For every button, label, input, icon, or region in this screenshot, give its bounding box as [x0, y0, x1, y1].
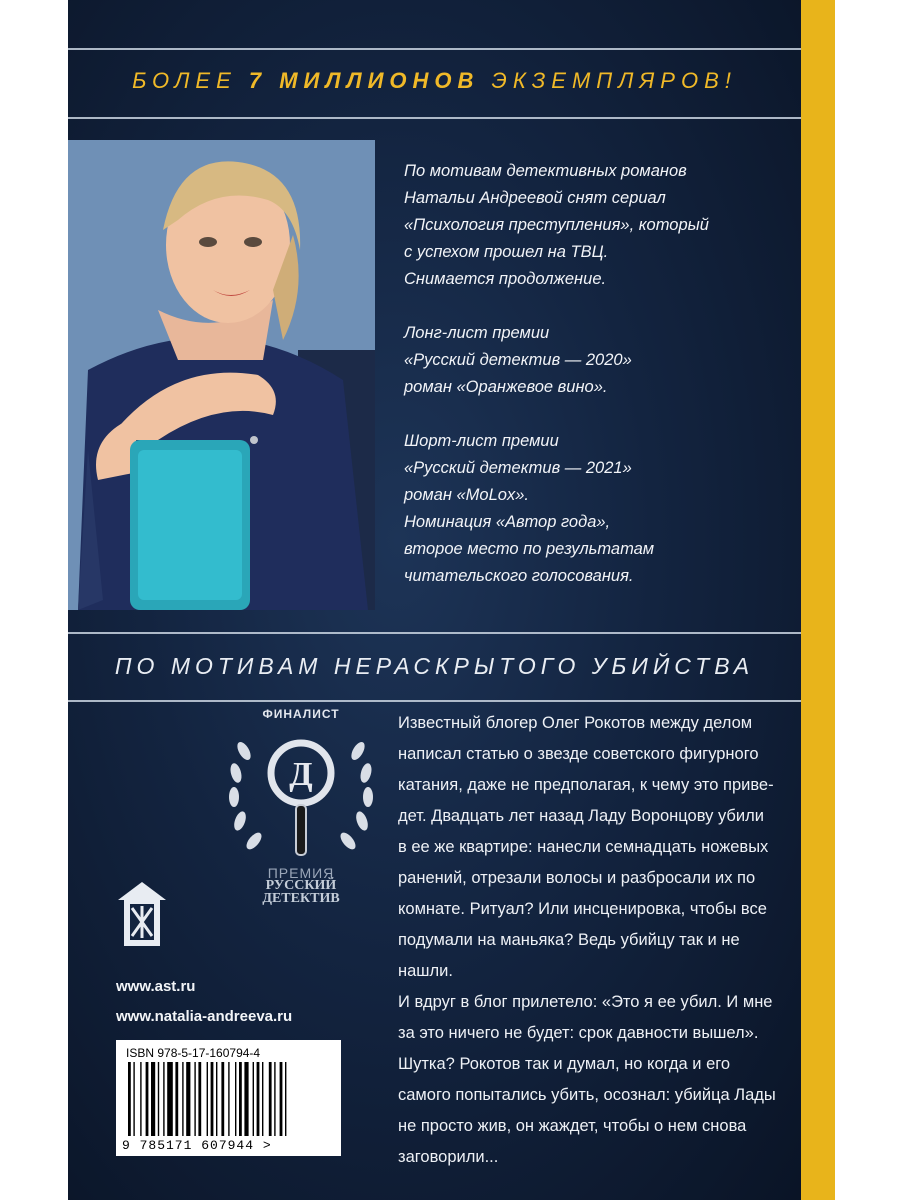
ast-logo-icon: [116, 880, 168, 950]
barcode-bar: [285, 1062, 286, 1136]
isbn-digits: 9 785171 607944 >: [122, 1138, 272, 1153]
series-banner: ПО МОТИВАМ НЕРАСКРЫТОГО УБИЙСТВА: [114, 653, 755, 679]
top-divider: [68, 48, 801, 50]
author-photo: [68, 140, 375, 610]
barcode-bar: [151, 1062, 155, 1136]
barcode-bar: [186, 1062, 190, 1136]
barcode-bar: [194, 1062, 195, 1136]
middle-divider-bottom: [68, 700, 801, 702]
sales-banner-post: ЭКЗЕМПЛЯРОВ!: [479, 68, 737, 93]
barcode-bar: [211, 1062, 214, 1136]
sales-banner-highlight: 7 МИЛЛИОНОВ: [248, 68, 480, 93]
barcode-bar: [128, 1062, 131, 1136]
barcode-bar: [253, 1062, 254, 1136]
book-description: [398, 708, 793, 1173]
barcode-bar: [182, 1062, 183, 1136]
barcode-bar: [167, 1062, 173, 1136]
barcode-bar: [175, 1062, 178, 1136]
barcode-bar: [216, 1062, 217, 1136]
author-bio: [404, 158, 784, 617]
author-url[interactable]: www.natalia-andreeva.ru: [116, 1008, 293, 1025]
bio-paragraph: Шорт-лист премии «Русский детектив — 2021» роман «MoLox». Номинация «Автор года», второе место по результатам читательского голосования.: [404, 432, 655, 585]
barcode-bar: [158, 1062, 159, 1136]
book-back-cover: [68, 0, 801, 1200]
barcode-bar: [221, 1062, 224, 1136]
description-paragraph: Известный блогер Олег Рокотов между делом написал статью о звезде советского фигурного катания, даже не предполагая, к чему это приве- дет. Двадцать лет назад Ладу Воронцову убили в ее же квартире: нанесли семнадцать ножевых ранений, отрезали волосы и разбросали их по комнате. Ритуал? Или инсценировка, чтобы все подумали на маньяка? Ведь убийцу так и не нашли.: [398, 714, 774, 980]
barcode-bar: [274, 1062, 275, 1136]
bio-paragraph: По мотивам детективных романов Натальи Андреевой снят сериал «Психология преступления», который с успехом прошел на ТВЦ. Снимается продолжение.: [404, 162, 709, 288]
banner-divider: [68, 117, 801, 119]
isbn-barcode: [116, 1040, 341, 1156]
award-line3: ДЕТЕКТИВ: [262, 891, 340, 906]
barcode-bar: [239, 1062, 242, 1136]
award-letter: Д: [289, 756, 313, 793]
barcode-bar: [235, 1062, 236, 1136]
laurel-magnifier-icon: [216, 721, 386, 881]
award-line2: РУССКИЙ: [265, 878, 337, 893]
barcode-bar: [257, 1062, 260, 1136]
barcode-bar: [163, 1062, 164, 1136]
barcode-bar: [146, 1062, 149, 1136]
award-line1: ПРЕМИЯ: [267, 865, 335, 881]
award-finalist-label: ФИНАЛИСТ: [262, 707, 340, 721]
description-paragraph: И вдруг в блог прилетело: «Это я ее убил. И мне за это ничего не будет: срок давности вышел». Шутка? Рокотов так и думал, но когда и его самого попытались убить, осознал: убийца Лады не просто жив, он жаждет, чтобы о нем снова заговорили...: [398, 993, 776, 1166]
barcode-bar: [198, 1062, 201, 1136]
barcode-bar: [269, 1062, 272, 1136]
publisher-url[interactable]: www.ast.ru: [116, 978, 196, 995]
spine-accent-stripe: [801, 0, 835, 1200]
barcode-bar: [244, 1062, 248, 1136]
barcode-bar: [262, 1062, 263, 1136]
barcode-bar: [228, 1062, 229, 1136]
barcode-bar: [207, 1062, 208, 1136]
barcode-bar: [140, 1062, 141, 1136]
isbn-label: ISBN 978-5-17-160794-4: [126, 1046, 261, 1060]
sales-banner: [68, 68, 801, 94]
sales-banner-pre: БОЛЕЕ: [132, 68, 249, 93]
barcode-bars: [126, 1062, 341, 1136]
middle-divider-top: [68, 632, 801, 634]
barcode-bar: [133, 1062, 134, 1136]
award-emblem: [216, 705, 386, 905]
barcode-bar: [280, 1062, 283, 1136]
bio-paragraph: Лонг-лист премии «Русский детектив — 2020» роман «Оранжевое вино».: [404, 324, 632, 396]
